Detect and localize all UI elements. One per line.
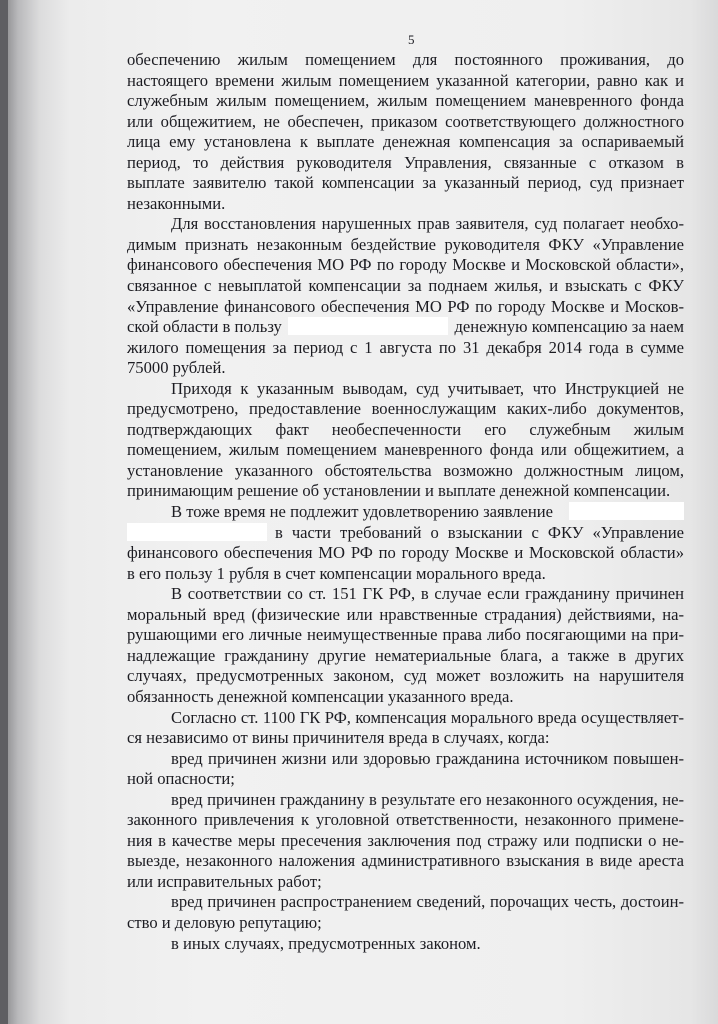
- text-line: ся независимо от вины причинителя вреда в случаях, когда:: [127, 728, 550, 748]
- text-line: 75000 рублей.: [127, 358, 226, 378]
- paragraph: [127, 892, 684, 933]
- text-line: незаконными.: [127, 193, 226, 213]
- text-line: предусмотрено, предоставление военнослужащим каких-либо документов,: [127, 399, 684, 419]
- text-line: финансового обеспечения МО РФ по городу Москве и Московской области»: [127, 543, 684, 563]
- text-segment: денежную компенсацию за наем: [454, 317, 684, 337]
- text-line: лица ему установлена к выплате денежная компенсация за оспариваемый: [127, 132, 684, 152]
- text-line: [127, 502, 684, 523]
- paragraph: [127, 502, 684, 584]
- text-line: помещением, жилым помещением маневренного фонда или общежитием, а: [127, 440, 684, 460]
- paragraph: [127, 749, 684, 790]
- text-line: или общежитием, не обеспечен, приказом соответствующего должностного: [127, 111, 684, 131]
- text-line: ной опасности;: [127, 769, 235, 789]
- text-line: период, то действия руководителя Управления, связанные с отказом в: [127, 152, 684, 172]
- scan-edge-shadow: [0, 0, 8, 1024]
- text-line: вред причинен распространением сведений, порочащих честь, достоин-: [171, 892, 684, 912]
- paragraph: [127, 214, 684, 378]
- text-line: рушающими его личные неимущественные права либо посягающими на при-: [127, 625, 684, 645]
- text-line: финансового обеспечения МО РФ по городу Москве и Московской области»,: [127, 255, 684, 275]
- paragraph: [127, 584, 684, 707]
- redacted-name: [569, 502, 684, 520]
- text-line: обеспечению жилым помещением для постоянного проживания, до: [127, 50, 684, 69]
- text-line: или исправительных работ;: [127, 871, 322, 891]
- text-line: Согласно ст. 1100 ГК РФ, компенсация морального вреда осуществляет-: [171, 707, 684, 727]
- text-segment: в части требований о взыскании с ФКУ «Управление: [275, 522, 684, 542]
- paragraph: [127, 934, 684, 955]
- text-line: [127, 523, 684, 544]
- text-line: димым признать незаконным бездействие руководителя ФКУ «Управление: [127, 234, 684, 254]
- text-line: служебным жилым помещением, жилым помещением маневренного фонда: [127, 91, 684, 111]
- text-line: ния в качестве меры пресечения заключения под стражу или подписки о не-: [127, 830, 684, 850]
- paragraph: [127, 790, 684, 893]
- text-line: надлежащие гражданину другие нематериальные блага, а также в других: [127, 645, 684, 665]
- text-line: выезде, незаконного наложения административного взыскания в виде ареста: [127, 851, 684, 871]
- text-line: жилого помещения за период с 1 августа по 31 декабря 2014 года в сумме: [127, 337, 684, 357]
- text-line: связанное с невыплатой компенсации за поднаем жилья, и взыскать с ФКУ: [127, 276, 684, 296]
- text-line: установление указанного обстоятельства возможно должностным лицом,: [127, 460, 684, 480]
- text-line: настоящего времени жилым помещением указанной категории, равно как и: [127, 70, 684, 90]
- text-line: «Управление финансового обеспечения МО РФ по городу Москве и Москов-: [127, 296, 684, 316]
- text-line: вред причинен гражданину в результате его незаконного осуждения, не-: [171, 789, 684, 809]
- text-line: случаях, предусмотренных законом, суд может возложить на нарушителя: [127, 666, 684, 686]
- text-line: вред причинен жизни или здоровью гражданина источником повышен-: [171, 748, 684, 768]
- paragraph: [127, 50, 684, 214]
- redacted-name: [127, 523, 267, 541]
- paragraph: [127, 708, 684, 749]
- paragraph: [127, 379, 684, 502]
- text-segment: В тоже время не подлежит удовлетворению заявление: [171, 502, 554, 522]
- text-line: законного привлечения к уголовной ответственности, незаконного примене-: [127, 810, 684, 830]
- text-line: моральный вред (физические или нравственные страдания) действиями, на-: [127, 604, 684, 624]
- text-line: В соответствии со ст. 151 ГК РФ, в случае если гражданину причинен: [171, 584, 684, 604]
- page-number: 5: [408, 32, 415, 47]
- text-line: принимающим решение об установлении и выплате денежной компенсации.: [127, 481, 671, 501]
- text-line: [127, 317, 684, 338]
- text-segment: ской области в пользу: [127, 317, 282, 337]
- redacted-name: [288, 317, 448, 335]
- text-line: в его пользу 1 рубля в счет компенсации морального вреда.: [127, 563, 546, 583]
- text-line: Приходя к указанным выводам, суд учитывает, что Инструкцией не: [171, 378, 684, 398]
- text-line: в иных случаях, предусмотренных законом.: [171, 933, 481, 953]
- text-line: выплате заявителю такой компенсации за указанный период, суд признает: [127, 173, 684, 193]
- text-line: ство и деловую репутацию;: [127, 912, 322, 932]
- text-line: подтверждающих факт необеспеченности его служебным жилым: [127, 419, 684, 439]
- text-line: обязанность денежной компенсации указанного вреда.: [127, 686, 514, 706]
- document-body: [127, 50, 684, 954]
- text-line: Для восстановления нарушенных прав заявителя, суд полагает необхо-: [171, 214, 684, 234]
